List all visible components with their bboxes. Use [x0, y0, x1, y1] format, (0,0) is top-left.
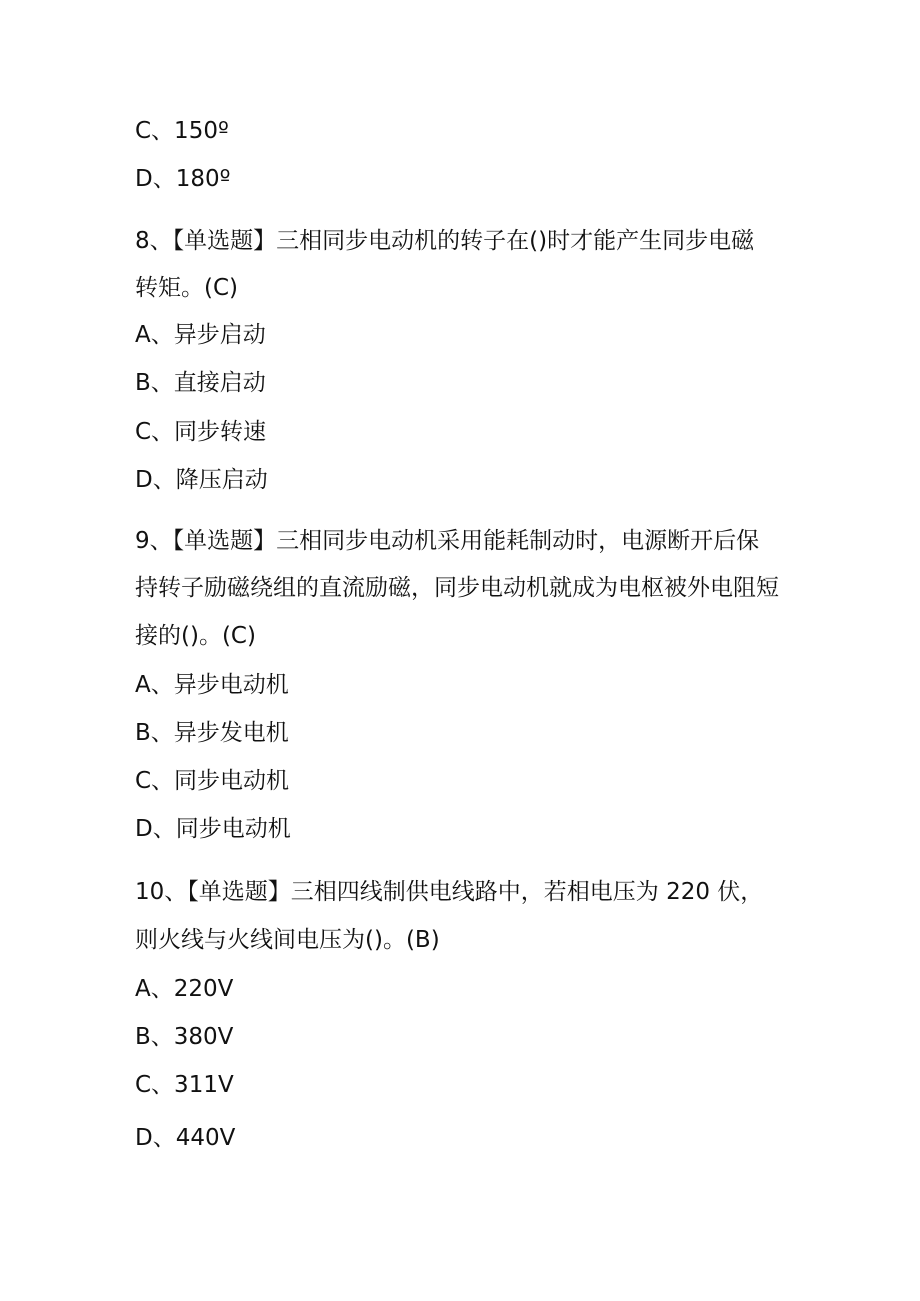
- question-9-option-c: C、同步电动机: [135, 768, 290, 794]
- prev-question-option-d: D、180º: [135, 166, 231, 192]
- question-8-option-c: C、同步转速: [135, 419, 267, 445]
- question-10-option-d: D、440V: [135, 1125, 236, 1151]
- question-9-stem-line-2: 持转子励磁绕组的直流励磁，同步电动机就成为电枢被外电阻短: [135, 575, 779, 601]
- question-10-stem-line-1: 10、【单选题】三相四线制供电线路中，若相电压为 220 伏，: [135, 879, 764, 905]
- question-8-stem-line-2: 转矩。(C): [135, 275, 239, 301]
- question-8-option-d: D、降压启动: [135, 467, 268, 493]
- prev-question-option-c: C、150º: [135, 118, 229, 144]
- question-10-stem-line-2: 则火线与火线间电压为()。(B): [135, 927, 440, 953]
- question-9-stem-line-1: 9、【单选题】三相同步电动机采用能耗制动时，电源断开后保: [135, 528, 760, 554]
- question-10-option-b: B、380V: [135, 1024, 234, 1050]
- question-8-option-a: A、异步启动: [135, 322, 266, 348]
- question-9-stem-line-3: 接的()。(C): [135, 623, 256, 649]
- question-10-option-c: C、311V: [135, 1072, 234, 1098]
- question-9-option-d: D、同步电动机: [135, 816, 291, 842]
- question-9-option-b: B、异步发电机: [135, 720, 289, 746]
- question-8-option-b: B、直接启动: [135, 370, 266, 396]
- question-8-stem-line-1: 8、【单选题】三相同步电动机的转子在()时才能产生同步电磁: [135, 228, 755, 254]
- question-10-option-a: A、220V: [135, 976, 234, 1002]
- question-9-option-a: A、异步电动机: [135, 672, 289, 698]
